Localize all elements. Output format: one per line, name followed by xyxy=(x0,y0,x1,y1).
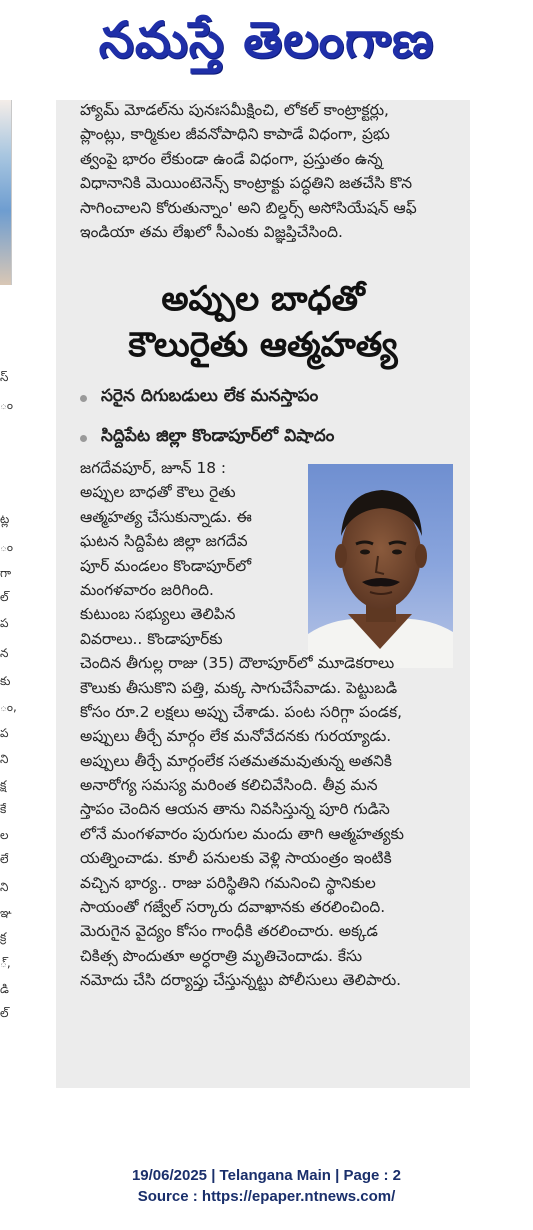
text-line: లోనే మంగళవారం పురుగుల మందు తాగి ఆత్మహత్యకు xyxy=(80,824,404,843)
text-line: మంగళవారం జరిగింది. xyxy=(80,580,214,599)
adjacent-text-fragment: గా xyxy=(0,566,12,580)
text-line: హ్యామ్ మోడల్‌ను పునఃసమీక్షించి, లోకల్ కాంట్రాక్టర్లు, xyxy=(80,101,389,119)
adjacent-text-fragment: ల xyxy=(0,828,9,842)
adjacent-photo-fragment xyxy=(0,100,12,285)
adjacent-text-fragment: కే xyxy=(0,802,7,816)
text-line: అప్పులు తీర్చే మార్గంలేక సతమతమవుతున్న అతనికి xyxy=(80,751,392,770)
text-line: చెందిన తీగుల్ల రాజు (35) దౌలాపూర్‌లో మూడెకరాలు xyxy=(80,654,395,673)
bullet-dot-icon xyxy=(80,435,87,442)
previous-article-text xyxy=(80,98,464,244)
adjacent-text-fragment: ం, xyxy=(0,700,17,714)
article-body xyxy=(80,456,458,993)
text-line: అప్పుల బాధతో కౌలు రైతు xyxy=(80,483,236,502)
adjacent-text-fragment: ్, xyxy=(0,956,11,970)
text-line: ఇండియా తమ లేఖలో సీఎంకు విజ్ఞప్తిచేసింది. xyxy=(80,223,343,242)
adjacent-column-strip xyxy=(0,100,17,1090)
adjacent-text-fragment: క్ర xyxy=(0,930,7,944)
text-line: విధానానికి మెయింటెనెన్స్ కాంట్రాక్టు పద్ధతిని జతచేసి కొన xyxy=(80,174,413,193)
text-line: నమోదు చేసి దర్యాప్తు చేస్తున్నట్టు పోలీసులు తెలిపారు. xyxy=(80,971,402,990)
bullet-item xyxy=(80,418,460,458)
headline-line-2: కౌలురైతు ఆత్మహత్య xyxy=(128,325,398,365)
text-line: స్తాపం చెందిన ఆయన తాను నివసిస్తున్న పూరి గుడిసె xyxy=(80,800,390,819)
bullet-item xyxy=(80,378,460,418)
text-line: జగదేవపూర్, జూన్ 18 : xyxy=(80,459,227,477)
adjacent-text-fragment: న xyxy=(0,646,9,660)
adjacent-text-fragment: ప xyxy=(0,616,9,630)
text-line: అనారోగ్య సమస్య మరింత కలిచివేసింది. తీవ్ర మన xyxy=(80,776,378,795)
text-line: యత్నించాడు. కూలీ పనులకు వెళ్లి సాయంత్రం ఇంటికి xyxy=(80,849,392,868)
bullet-text: సరైన దిగుబడులు లేక మనస్తాపం xyxy=(101,386,319,406)
text-line: ప్లాంట్లు, కార్మికుల జీవనోపాధిని కాపాడే విధంగా, ప్రభు xyxy=(80,125,390,144)
adjacent-text-fragment: కు xyxy=(0,674,11,688)
adjacent-text-fragment: ట్ల xyxy=(0,512,10,526)
adjacent-text-fragment: ఞ xyxy=(0,906,12,920)
subheading-bullets xyxy=(80,378,460,458)
adjacent-text-fragment: ం xyxy=(0,398,14,412)
text-line: కౌలుకు తీసుకొని పత్తి, మక్క సాగుచేసేవాడు. పెట్టుబడి xyxy=(80,678,398,697)
text-line: సాగించాలని కోరుతున్నాం' అని బిల్డర్స్ అసోసియేషన్ ఆఫ్ xyxy=(80,198,417,217)
adjacent-text-fragment: ల్ xyxy=(0,1006,9,1020)
text-line: కుటుంబ సభ్యులు తెలిపిన xyxy=(80,605,236,624)
adjacent-text-fragment: ని xyxy=(0,752,9,766)
adjacent-text-fragment: ప xyxy=(0,726,9,740)
masthead-title: నమస్తే తెలంగాణ xyxy=(98,11,435,69)
footer-date-page: 19/06/2025 | Telangana Main | Page : 2 xyxy=(131,1167,402,1184)
adjacent-text-fragment: ల్ xyxy=(0,590,9,604)
bullet-text: సిద్దిపేట జిల్లా కొండాపూర్‌లో విషాదం xyxy=(101,426,335,446)
adjacent-text-fragment: ం xyxy=(0,540,14,554)
text-line: కోసం రూ.2 లక్షలు అప్పు చేశాడు. పంట సరిగ్గా పండక, xyxy=(80,702,403,721)
text-line: పూర్ మండలం కొండాపూర్‌లో xyxy=(80,556,252,575)
text-line: సాయంతో గజ్వేల్ సర్కారు దవాఖానకు తరలించింది. xyxy=(80,898,386,917)
text-line: వివరాలు.. కొండాపూర్‌కు xyxy=(80,629,223,648)
page-footer xyxy=(0,1165,533,1207)
bullet-dot-icon xyxy=(80,395,87,402)
text-line: చికిత్స పొందుతూ అర్ధరాత్రి మృతిచెందాడు. కేసు xyxy=(80,946,363,965)
footer-source-link[interactable]: Source : https://epaper.ntnews.com/ xyxy=(137,1188,396,1205)
newspaper-masthead xyxy=(0,0,533,80)
article-headline xyxy=(56,276,470,368)
headline-line-1: అప్పుల బాధతో xyxy=(161,279,365,319)
text-line: ఘటన సిద్దిపేట జిల్లా జగదేవ xyxy=(80,532,248,551)
adjacent-text-fragment: స్ xyxy=(0,370,9,384)
adjacent-text-fragment: లే xyxy=(0,852,9,866)
text-line: అప్పులు తీర్చే మార్గం లేక మనోవేదనకు గురయ్యాడు. xyxy=(80,727,392,746)
text-line: త్వంపై భారం లేకుండా ఉండే విధంగా, ప్రస్తుతం ఉన్న xyxy=(80,149,383,168)
adjacent-text-fragment: డి xyxy=(0,982,9,996)
adjacent-text-fragment: ని xyxy=(0,880,9,894)
news-article xyxy=(56,100,470,1088)
text-line: మెరుగైన వైద్యం కోసం గాంధీకి తరలించారు. అక్కడ xyxy=(80,922,378,941)
adjacent-text-fragment: క్ష xyxy=(0,778,7,792)
text-line: ఆత్మహత్య చేసుకున్నాడు. ఈ xyxy=(80,507,252,526)
text-line: వచ్చిన భార్య.. రాజు పరిస్థితిని గమనించి స్థానికుల xyxy=(80,873,376,892)
